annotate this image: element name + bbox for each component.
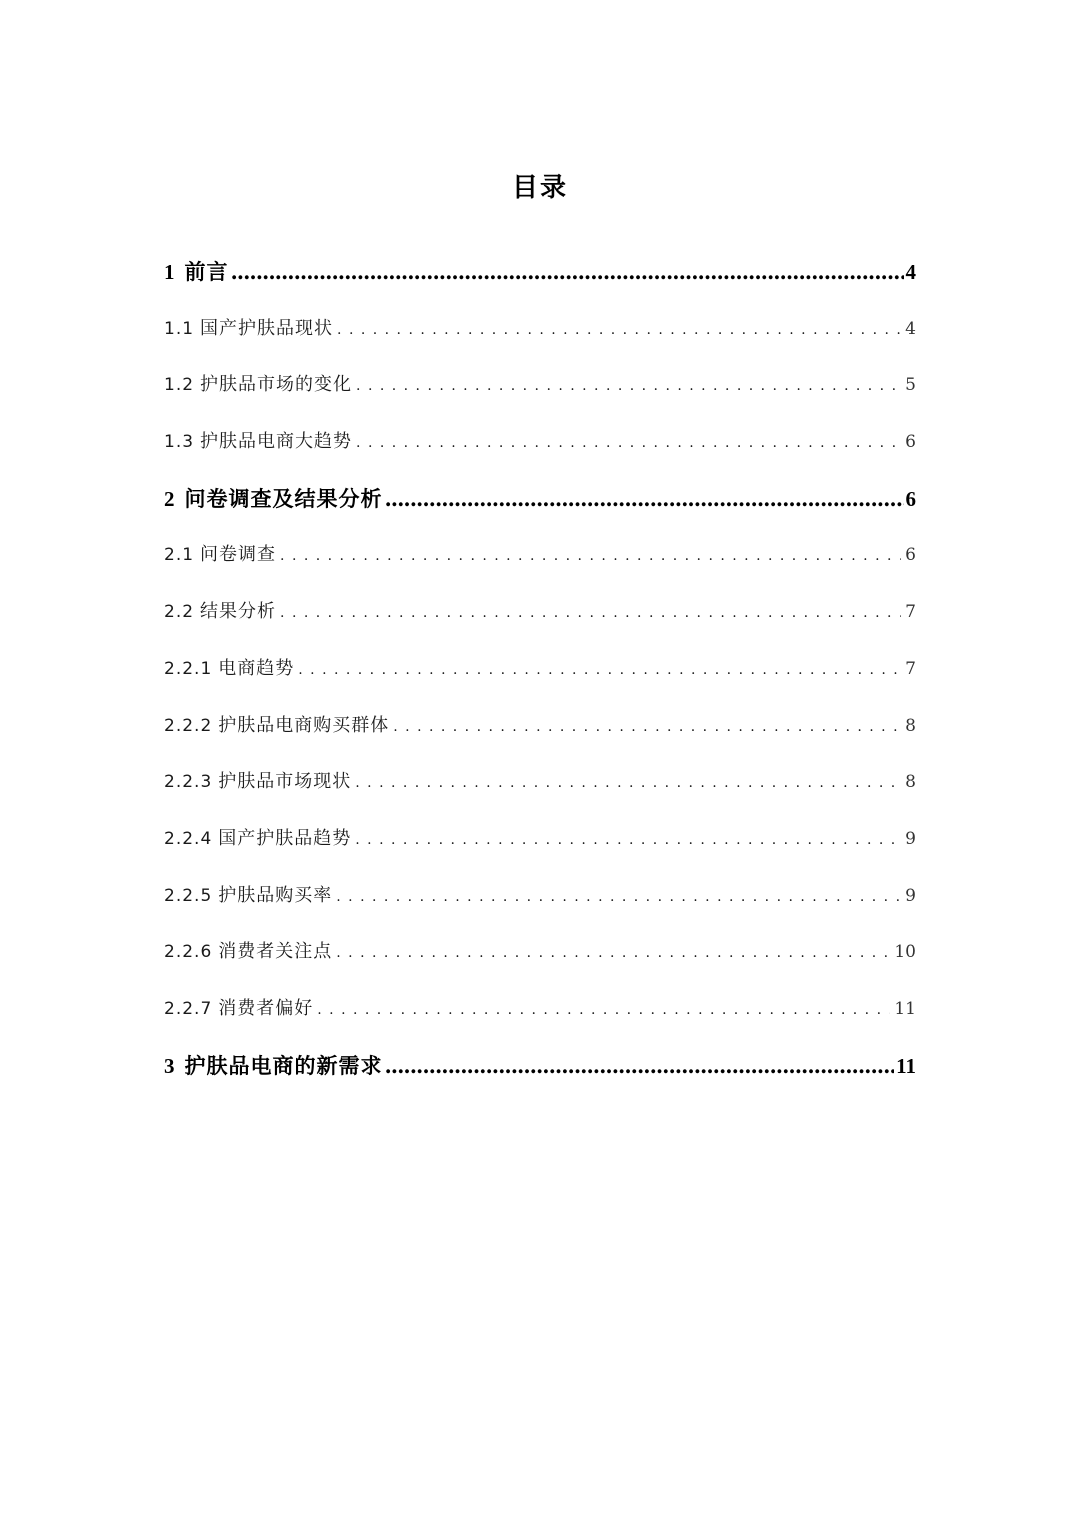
entry-page-number: 4 <box>905 260 916 284</box>
dot-leader <box>356 362 901 409</box>
dot-leader <box>355 759 901 806</box>
entry-page-number: 9 <box>905 885 916 906</box>
entry-page-number: 6 <box>905 432 916 453</box>
toc-entry[interactable] <box>164 589 916 646</box>
entry-page-number: 11 <box>896 1053 916 1078</box>
entry-page-number: 5 <box>905 375 916 396</box>
entry-number: 2.2.4 <box>164 828 213 849</box>
dot-leader <box>355 816 901 863</box>
entry-title: 问卷调查 <box>200 544 277 566</box>
entry-title: 消费者偏好 <box>218 997 314 1019</box>
entry-number: 2.2.3 <box>164 772 213 793</box>
entry-number: 1.1 <box>164 318 195 339</box>
entry-page-number: 8 <box>905 715 916 736</box>
toc-entry[interactable] <box>164 986 916 1043</box>
toc-entry[interactable] <box>164 362 916 419</box>
dot-leader <box>298 646 901 693</box>
toc-entry[interactable] <box>164 816 916 873</box>
entry-title: 护肤品市场现状 <box>218 771 352 793</box>
entry-title: 护肤品市场的变化 <box>200 374 353 396</box>
dot-leader <box>336 929 890 976</box>
entry-number: 2 <box>164 486 175 511</box>
toc-entry[interactable] <box>164 532 916 589</box>
dot-leader <box>393 703 901 750</box>
entry-page-number: 7 <box>905 602 916 623</box>
dot-leader <box>385 476 904 522</box>
entry-number: 2.2.2 <box>164 715 213 736</box>
entry-number: 1.3 <box>164 432 195 453</box>
entry-title: 消费者关注点 <box>218 941 333 963</box>
toc-entry[interactable] <box>164 759 916 816</box>
entry-title: 护肤品电商购买群体 <box>218 714 390 736</box>
entry-number: 1.2 <box>164 375 195 396</box>
entry-number: 2.2 <box>164 602 195 623</box>
toc-entry[interactable] <box>164 873 916 930</box>
entry-title: 前言 <box>184 260 229 284</box>
entry-number: 1 <box>164 260 175 284</box>
toc-title: 目录 <box>511 173 568 203</box>
toc-entry[interactable] <box>164 306 916 363</box>
dot-leader <box>231 249 904 295</box>
toc-entry[interactable] <box>164 1043 916 1100</box>
entry-number: 2.1 <box>164 545 195 566</box>
entry-page-number: 7 <box>905 658 916 679</box>
entry-title: 国产护肤品现状 <box>200 317 334 339</box>
toc-entry[interactable] <box>164 419 916 476</box>
dot-leader <box>317 986 890 1033</box>
entry-title: 电商趋势 <box>218 657 295 679</box>
entry-page-number: 4 <box>905 318 916 339</box>
entry-number: 2.2.1 <box>164 658 213 679</box>
entry-page-number: 10 <box>894 942 916 963</box>
entry-page-number: 6 <box>905 545 916 566</box>
toc-entry[interactable] <box>164 249 916 306</box>
entry-page-number: 6 <box>905 486 916 511</box>
entry-title: 国产护肤品趋势 <box>218 827 352 849</box>
table-of-contents <box>164 249 916 1099</box>
dot-leader <box>356 419 901 466</box>
entry-title: 护肤品电商的新需求 <box>184 1053 383 1078</box>
dot-leader <box>385 1043 895 1089</box>
toc-entry[interactable] <box>164 929 916 986</box>
entry-number: 2.2.6 <box>164 942 213 963</box>
entry-page-number: 9 <box>905 828 916 849</box>
entry-number: 2.2.5 <box>164 885 213 906</box>
dot-leader <box>337 306 901 353</box>
entry-title: 结果分析 <box>200 601 277 623</box>
toc-entry[interactable] <box>164 703 916 760</box>
dot-leader <box>336 873 901 920</box>
entry-page-number: 11 <box>894 998 916 1019</box>
toc-entry[interactable] <box>164 476 916 533</box>
toc-entry[interactable] <box>164 646 916 703</box>
entry-page-number: 8 <box>905 772 916 793</box>
dot-leader <box>280 589 901 636</box>
entry-number: 3 <box>164 1053 175 1078</box>
entry-number: 2.2.7 <box>164 998 213 1019</box>
entry-title: 护肤品电商大趋势 <box>200 431 353 453</box>
dot-leader <box>280 532 901 579</box>
entry-title: 护肤品购买率 <box>218 884 333 906</box>
entry-title: 问卷调查及结果分析 <box>184 486 383 511</box>
